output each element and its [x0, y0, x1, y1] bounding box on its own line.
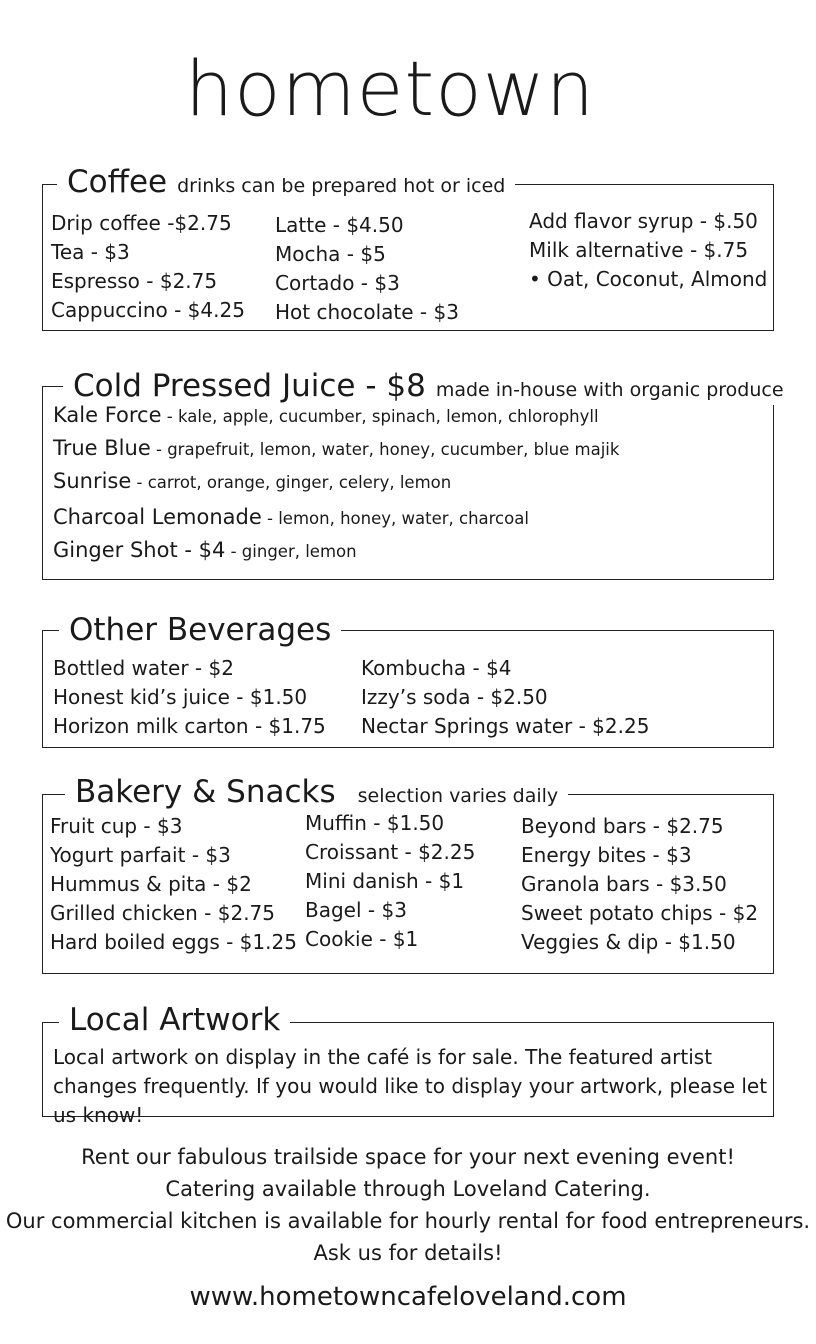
- menu-item: Energy bites - $3: [521, 843, 692, 867]
- juice-ingredients: - grapefruit, lemon, water, honey, cucumber, blue majik: [150, 440, 620, 459]
- juice-ingredients: - carrot, orange, ginger, celery, lemon: [131, 473, 452, 492]
- juice-item: [53, 505, 529, 529]
- coffee-col-3: [529, 207, 767, 294]
- menu-item: Tea - $3: [51, 240, 130, 264]
- menu-item: Cortado - $3: [275, 271, 400, 295]
- menu-item: Kombucha - $4: [361, 656, 512, 680]
- menu-item: • Oat, Coconut, Almond: [529, 267, 768, 291]
- menu-item: Veggies & dip - $1.50: [521, 930, 736, 954]
- juice-ingredients: - ginger, lemon: [225, 542, 357, 561]
- coffee-section: [42, 164, 774, 331]
- juice-note: made in-house with organic produce: [435, 379, 784, 401]
- juice-name: Kale Force: [53, 403, 162, 427]
- coffee-note: drinks can be prepared hot or iced: [177, 175, 506, 197]
- menu-item: Sweet potato chips - $2: [521, 901, 759, 925]
- other-col-2: [361, 654, 649, 741]
- juice-name: Sunrise: [53, 469, 132, 493]
- artwork-heading: Local Artwork: [69, 1002, 281, 1038]
- juice-item: [53, 436, 619, 460]
- juice-section: [42, 368, 784, 580]
- juice-item: [53, 538, 357, 562]
- menu-item: Latte - $4.50: [275, 213, 404, 237]
- artwork-section: [42, 1002, 774, 1127]
- footer-line: Catering available through Loveland Catering.: [165, 1177, 651, 1201]
- bakery-legend: [65, 773, 568, 811]
- menu-item: Nectar Springs water - $2.25: [361, 714, 650, 738]
- other-beverages-section: [42, 612, 774, 748]
- menu-item: Bagel - $3: [305, 898, 407, 922]
- artwork-text: Local artwork on display in the café is for sale. The featured artist changes frequently. If you would like to display your artwork, please let us know!: [53, 1045, 768, 1127]
- menu-item: Beyond bars - $2.75: [521, 814, 724, 838]
- coffee-col-2: [275, 211, 459, 327]
- bakery-note: selection varies daily: [357, 785, 559, 807]
- menu-item: Mocha - $5: [275, 242, 386, 266]
- cafe-title: hometown: [184, 44, 596, 133]
- juice-name: Ginger Shot - $4: [53, 538, 226, 562]
- bakery-col-1: [50, 812, 297, 957]
- bakery-section: [42, 774, 774, 974]
- juice-item: [53, 469, 451, 493]
- menu-item: Hot chocolate - $3: [275, 300, 459, 324]
- menu-item: Bottled water - $2: [53, 656, 234, 680]
- other-heading: Other Beverages: [69, 612, 332, 648]
- menu-item: Cookie - $1: [305, 927, 419, 951]
- menu-item: Granola bars - $3.50: [521, 872, 727, 896]
- menu-item: Croissant - $2.25: [305, 840, 476, 864]
- website-link[interactable]: www.hometowncafeloveland.com: [189, 1282, 627, 1312]
- juice-name: True Blue: [53, 436, 151, 460]
- menu-item: Hummus & pita - $2: [50, 872, 252, 896]
- bakery-col-2: [305, 809, 475, 954]
- menu-item: Muffin - $1.50: [305, 811, 445, 835]
- menu-item: Fruit cup - $3: [50, 814, 183, 838]
- menu-item: Drip coffee -$2.75: [51, 211, 232, 235]
- menu-item: Add flavor syrup - $.50: [529, 209, 758, 233]
- menu-item: Cappuccino - $4.25: [51, 298, 245, 322]
- menu-item: Hard boiled eggs - $1.25: [50, 930, 297, 954]
- menu-item: Izzy’s soda - $2.50: [361, 685, 548, 709]
- menu-item: Grilled chicken - $2.75: [50, 901, 276, 925]
- menu-item: Yogurt parfait - $3: [50, 843, 231, 867]
- juice-item: [53, 403, 599, 427]
- coffee-heading: Coffee: [67, 164, 168, 200]
- coffee-legend: [57, 163, 515, 201]
- footer-line: Rent our fabulous trailside space for your next evening event!: [81, 1145, 735, 1169]
- juice-name: Charcoal Lemonade: [53, 505, 262, 529]
- footer-line: Ask us for details!: [313, 1241, 503, 1265]
- bakery-heading: Bakery & Snacks: [75, 774, 336, 810]
- juice-ingredients: - lemon, honey, water, charcoal: [261, 509, 529, 528]
- artwork-legend: [59, 1001, 290, 1039]
- footer-line: Our commercial kitchen is available for hourly rental for food entrepreneurs.: [5, 1209, 811, 1233]
- other-col-1: [53, 654, 326, 741]
- bakery-col-3: [521, 812, 758, 957]
- juice-legend: [63, 367, 794, 405]
- menu-item: Espresso - $2.75: [51, 269, 218, 293]
- other-legend: [59, 611, 341, 649]
- menu-item: Milk alternative - $.75: [529, 238, 749, 262]
- menu-item: Honest kid’s juice - $1.50: [53, 685, 308, 709]
- coffee-col-1: [51, 209, 245, 325]
- juice-ingredients: - kale, apple, cucumber, spinach, lemon, chlorophyll: [161, 407, 599, 426]
- menu-item: Horizon milk carton - $1.75: [53, 714, 326, 738]
- menu-item: Mini danish - $1: [305, 869, 465, 893]
- juice-heading: Cold Pressed Juice - $8: [73, 368, 426, 404]
